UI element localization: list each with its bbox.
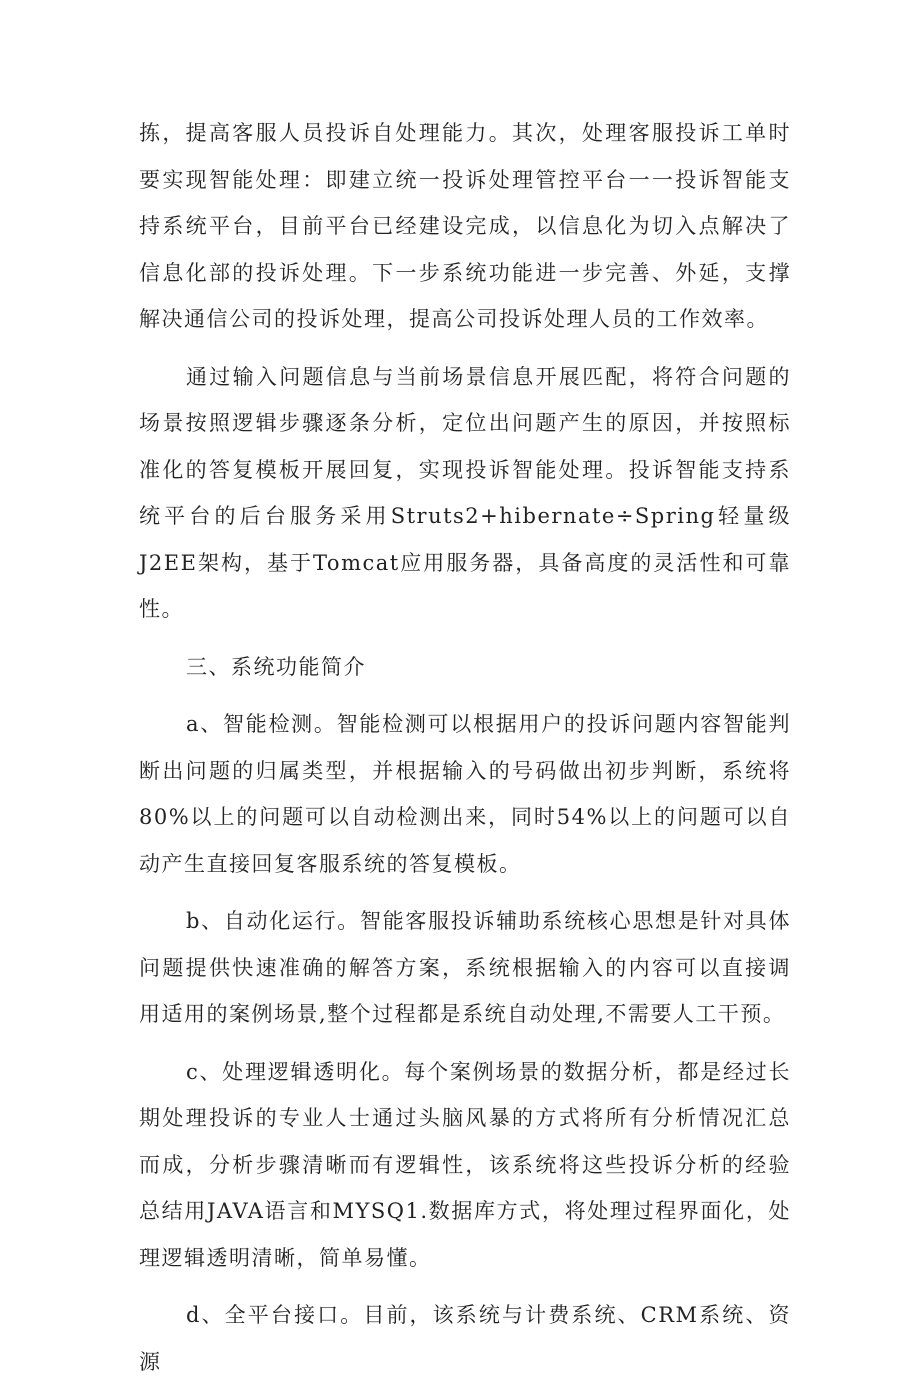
paragraph-full-platform-interface: d、全平台接口。目前，该系统与计费系统、CRM系统、资源 bbox=[139, 1303, 791, 1374]
paragraph-smart-detection: a、智能检测。智能检测可以根据用户的投诉问题内容智能判断出问题的归属类型，并根据输入的号码做出初步判断，系统将80%以上的问题可以自动检测出来，同时54%以上的问题可以自动产生直接回复客服系统的答复模板。 bbox=[139, 712, 791, 876]
paragraph-platform-architecture: 通过输入问题信息与当前场景信息开展匹配，将符合问题的场景按照逻辑步骤逐条分析，定位出问题产生的原因，并按照标准化的答复模板开展回复，实现投诉智能处理。投诉智能支持系统平台的后台服务采用Struts2+hibernate÷Spring轻量级J2EE架构，基于Tomcat应用服务器，具备高度的灵活性和可靠性。 bbox=[139, 364, 791, 621]
paragraph-transparent-logic: c、处理逻辑透明化。每个案例场景的数据分析，都是经过长期处理投诉的专业人士通过头脑风暴的方式将所有分析情况汇总而成，分析步骤清晰而有逻辑性，该系统将这些投诉分析的经验总结用JAVA语言和MYSQ1.数据库方式，将处理过程界面化，处理逻辑透明清晰，简单易懂。 bbox=[139, 1059, 791, 1270]
paragraph-automated-operation: b、自动化运行。智能客服投诉辅助系统核心思想是针对具体问题提供快速准确的解答方案，系统根据输入的内容可以直接调用适用的案例场景,整个过程都是系统自动处理,不需要人工干预。 bbox=[139, 909, 791, 1026]
document-body bbox=[139, 110, 791, 1385]
section-heading-system-functions: 三、系统功能简介 bbox=[186, 654, 366, 679]
paragraph-intro-continuation: 拣，提高客服人员投诉自处理能力。其次，处理客服投诉工单时要实现智能处理：即建立统一投诉处理管控平台一一投诉智能支持系统平台，目前平台已经建设完成，以信息化为切入点解决了信息化部的投诉处理。下一步系统功能进一步完善、外延，支撑解决通信公司的投诉处理，提高公司投诉处理人员的工作效率。 bbox=[139, 121, 791, 331]
